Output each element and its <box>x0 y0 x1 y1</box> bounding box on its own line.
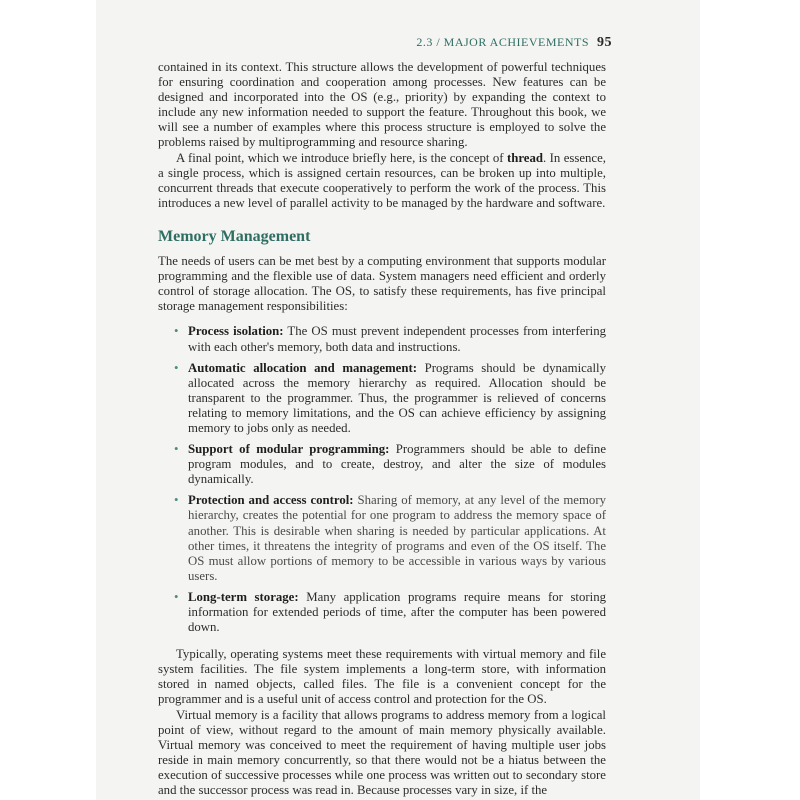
key-term: thread <box>506 150 544 165</box>
paragraph-text: . In essence, a single process, which is assigned certain resources, can be broken up into multiple, concurrent threads that execute cooperatively to perform the work of the process. This introduces a new level of parallel activity to be managed by the hardware and software. <box>158 150 606 210</box>
list-item-term: Long-term storage: <box>188 589 299 604</box>
list-item-text: The OS must prevent independent processes from interfering with each other's memory, both data and instructions. <box>188 324 606 354</box>
bullet-list <box>158 324 606 635</box>
list-item-text: Many application programs require means for storing information for extended periods of time, after the computer has been powered down. <box>188 589 607 635</box>
body-text <box>158 60 606 798</box>
bullet-icon: • <box>174 360 179 375</box>
bullet-icon: • <box>174 589 179 604</box>
section-heading: Memory Management <box>158 227 311 245</box>
paragraph: The needs of users can be met best by a computing environment that supports modular programming and the flexible use of data. System managers need efficient and orderly control of storage allocation. The OS, to satisfy these requirements, has five principal storage management responsibilities: <box>158 254 606 314</box>
list-item-term: Protection and access control: <box>188 493 354 508</box>
bullet-icon: • <box>174 442 179 457</box>
page-number: 95 <box>597 35 612 50</box>
book-page <box>96 0 700 800</box>
list-item <box>174 442 606 487</box>
paragraph: Typically, operating systems meet these requirements with virtual memory and file system facilities. The file system implements a long-term store, with information stored in named objects, called files. The file is a convenient concept for the programmer and is a useful unit of access control and protection for the OS. <box>158 647 606 707</box>
bullet-icon: • <box>174 493 179 508</box>
paragraph-thread <box>158 151 606 211</box>
paragraph: Virtual memory is a facility that allows programs to address memory from a logical point of view, without regard to the amount of main memory physically available. Virtual memory was conceived to meet the requirement of having multiple user jobs reside in main memory concurrently, so that there would not be a hiatus between the execution of successive processes while one process was written out to secondary store and the successor process was read in. Because processes vary in size, if the <box>158 707 606 798</box>
list-item-term: Automatic allocation and management: <box>188 360 418 375</box>
bullet-icon: • <box>174 324 179 339</box>
list-item <box>174 324 606 354</box>
list-item-text: Programs should be dynamically allocated across the memory hierarchy as required. Allocation should be transparent to the programmer. Thus, the programmer is relieved of concerns relating to memory limitations, and the OS can achieve efficiency by assigning memory to jobs only as needed. <box>188 360 606 435</box>
list-item-text: Programmers should be able to define program modules, and to create, destroy, and alter the size of modules dynamically. <box>188 442 606 487</box>
list-item-term: Process isolation: <box>188 324 284 339</box>
running-head-title: 2.3 / MAJOR ACHIEVEMENTS <box>416 35 589 49</box>
list-item <box>174 360 606 436</box>
list-item <box>174 589 607 635</box>
paragraph-text: A final point, which we introduce briefly here, is the concept of <box>176 150 507 165</box>
list-item <box>174 493 606 584</box>
list-item-text: Sharing of memory, at any level of the memory hierarchy, creates the potential for one program to address the memory space of another. This is desirable when sharing is needed by particular applications. At other times, it threatens the integrity of programs and even of the OS itself. The OS must allow portions of memory to be accessible in various ways by various users. <box>188 493 606 583</box>
running-header <box>416 35 612 51</box>
list-item-term: Support of modular programming: <box>188 442 390 457</box>
paragraph: contained in its context. This structure allows the development of powerful techniques for ensuring coordination and cooperation among processes. New features can be designed and incorporated into the OS (e.g., priority) by expanding the context to include any new information needed to support the feature. Throughout this book, we will see a number of examples where this process structure is employed to solve the problems raised by multiprogramming and resource sharing. <box>158 60 606 150</box>
